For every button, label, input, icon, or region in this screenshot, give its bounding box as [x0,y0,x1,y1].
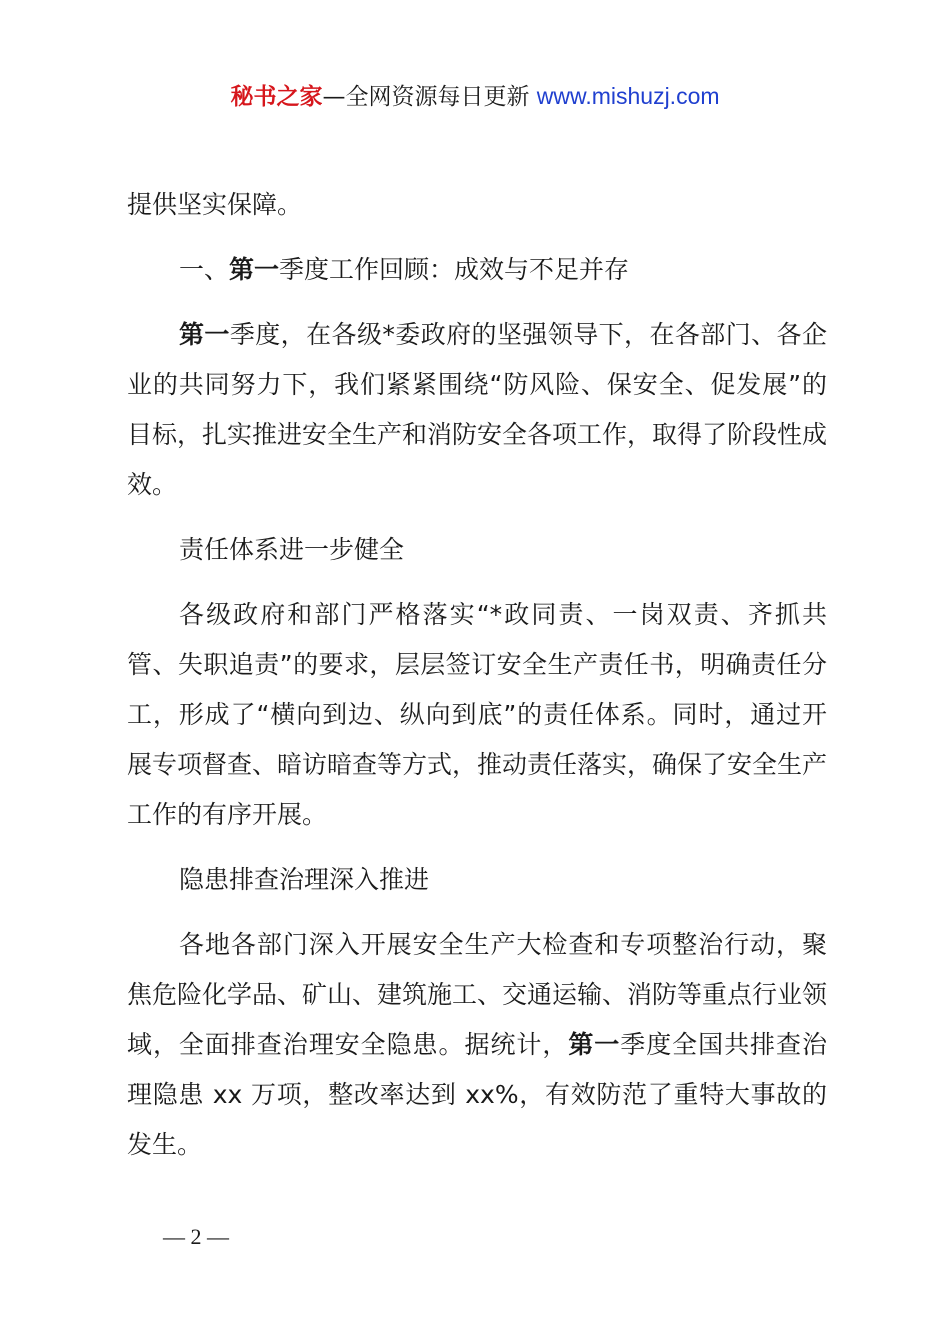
section-heading-1: 一、第一季度工作回顾：成效与不足并存 [179,255,630,284]
paragraph-first-quarter: 第一季度，在各级*委政府的坚强领导下，在各部门、各企业的共同努力下，我们紧紧围绕“防风险、保安全、促发展”的目标，扎实推进安全生产和消防安全各项工作，取得了阶段性成效。 [127,320,828,499]
paragraph-continuation: 提供坚实保障。 [127,190,303,219]
paragraph-responsibility: 各级政府和部门严格落实“*政同责、一岗双责、齐抓共管、失职追责”的要求，层层签订安全生产责任书，明确责任分工，形成了“横向到边、纵向到底”的责任体系。同时，通过开展专项督查、暗访暗查等方式，推动责任落实，确保了安全生产工作的有序开展。 [127,600,828,829]
page-number: — 2 — [163,1224,229,1249]
paragraph-hazard: 各地各部门深入开展安全生产大检查和专项整治行动，聚焦危险化学品、矿山、建筑施工、交通运输、消防等重点行业领域，全面排查治理安全隐患。据统计，第一季度全国共排查治理隐患 xx 万项，整改率达到 xx%，有效防范了重特大事故的发生。 [127,930,828,1159]
site-header [0,80,950,113]
subheading-responsibility: 责任体系进一步健全 [179,535,405,564]
site-url-link[interactable]: www.mishuzj.com [536,83,720,109]
header-tagline: —全网资源每日更新 [322,84,537,110]
subheading-hazard: 隐患排查治理深入推进 [179,865,430,894]
document-body [127,180,827,1170]
brand-name: 秘书之家 [230,84,323,110]
